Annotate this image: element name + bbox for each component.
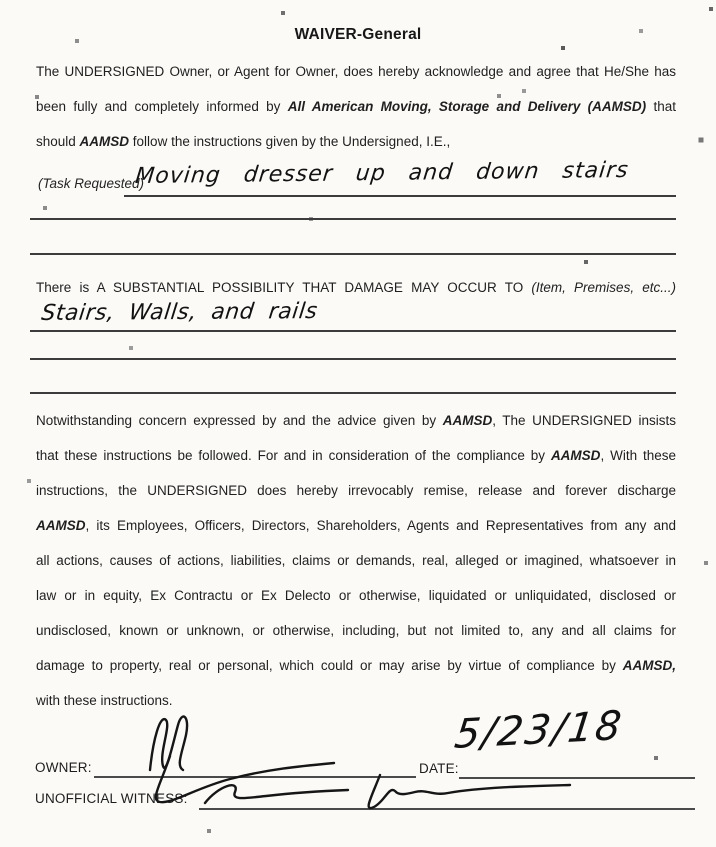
- text-line: damage to property, real or personal, which could or may arise by virtue of compliance by AAMSD,: [36, 658, 676, 673]
- text-line: There is A SUBSTANTIAL POSSIBILITY THAT DAMAGE MAY OCCUR TO (Item, Premises, etc...): [36, 280, 676, 295]
- text-line: law or in equity, Ex Contractu or Ex Delecto or otherwise, liquidated or unliquidated, disclosed or: [36, 588, 676, 603]
- owner-label: OWNER:: [35, 760, 92, 775]
- witness-signature-scribble: [205, 775, 570, 808]
- blank-writing-line: [30, 358, 676, 360]
- blank-writing-line: [30, 253, 676, 255]
- intro-paragraph: [36, 54, 676, 159]
- owner-signature-scribble: [150, 717, 334, 803]
- blank-writing-line: [30, 218, 676, 220]
- text-line: been fully and completely informed by All American Moving, Storage and Delivery (AAMSD) that: [36, 99, 676, 114]
- task-requested-handwriting: Moving dresser up and down stairs: [134, 157, 631, 189]
- task-requested-line: [124, 195, 676, 197]
- text-line: that these instructions be followed. For and in consideration of the compliance by AAMSD, With these: [36, 448, 677, 463]
- damage-items-handwriting: Stairs, Walls, and rails: [40, 299, 319, 326]
- release-paragraph: [36, 403, 676, 718]
- text-line: Notwithstanding concern expressed by and the advice given by AAMSD, The UNDERSIGNED insists: [36, 413, 677, 428]
- scan-noise: [0, 0, 2, 2]
- signatures-layer: [0, 698, 716, 838]
- text-line: AAMSD, its Employees, Officers, Directors, Shareholders, Agents and Representatives from any and: [36, 518, 676, 533]
- date-label: DATE:: [419, 761, 459, 776]
- text-line: The UNDERSIGNED Owner, or Agent for Owner, does hereby acknowledge and agree that He/She has: [36, 64, 676, 79]
- text-line: should AAMSD follow the instructions given by the Undersigned, I.E.,: [36, 134, 451, 149]
- text-line: undisclosed, known or unknown, or otherwise, including, but not limited to, any and all claims for: [36, 623, 676, 638]
- text-line: with these instructions.: [36, 693, 173, 708]
- witness-label: UNOFFICIAL WITNESS:: [35, 791, 188, 806]
- text-line: all actions, causes of actions, liabilities, claims or demands, real, alleged or imagined, whatsoever in: [36, 553, 676, 568]
- task-requested-label: (Task Requested): [38, 176, 145, 191]
- damage-items-line: [30, 330, 676, 332]
- text-line: instructions, the UNDERSIGNED does hereby irrevocably remise, release and forever discharge: [36, 483, 676, 498]
- blank-writing-line: [30, 392, 676, 394]
- date-handwriting: 5/23/18: [452, 702, 626, 758]
- document-title: WAIVER-General: [294, 26, 422, 43]
